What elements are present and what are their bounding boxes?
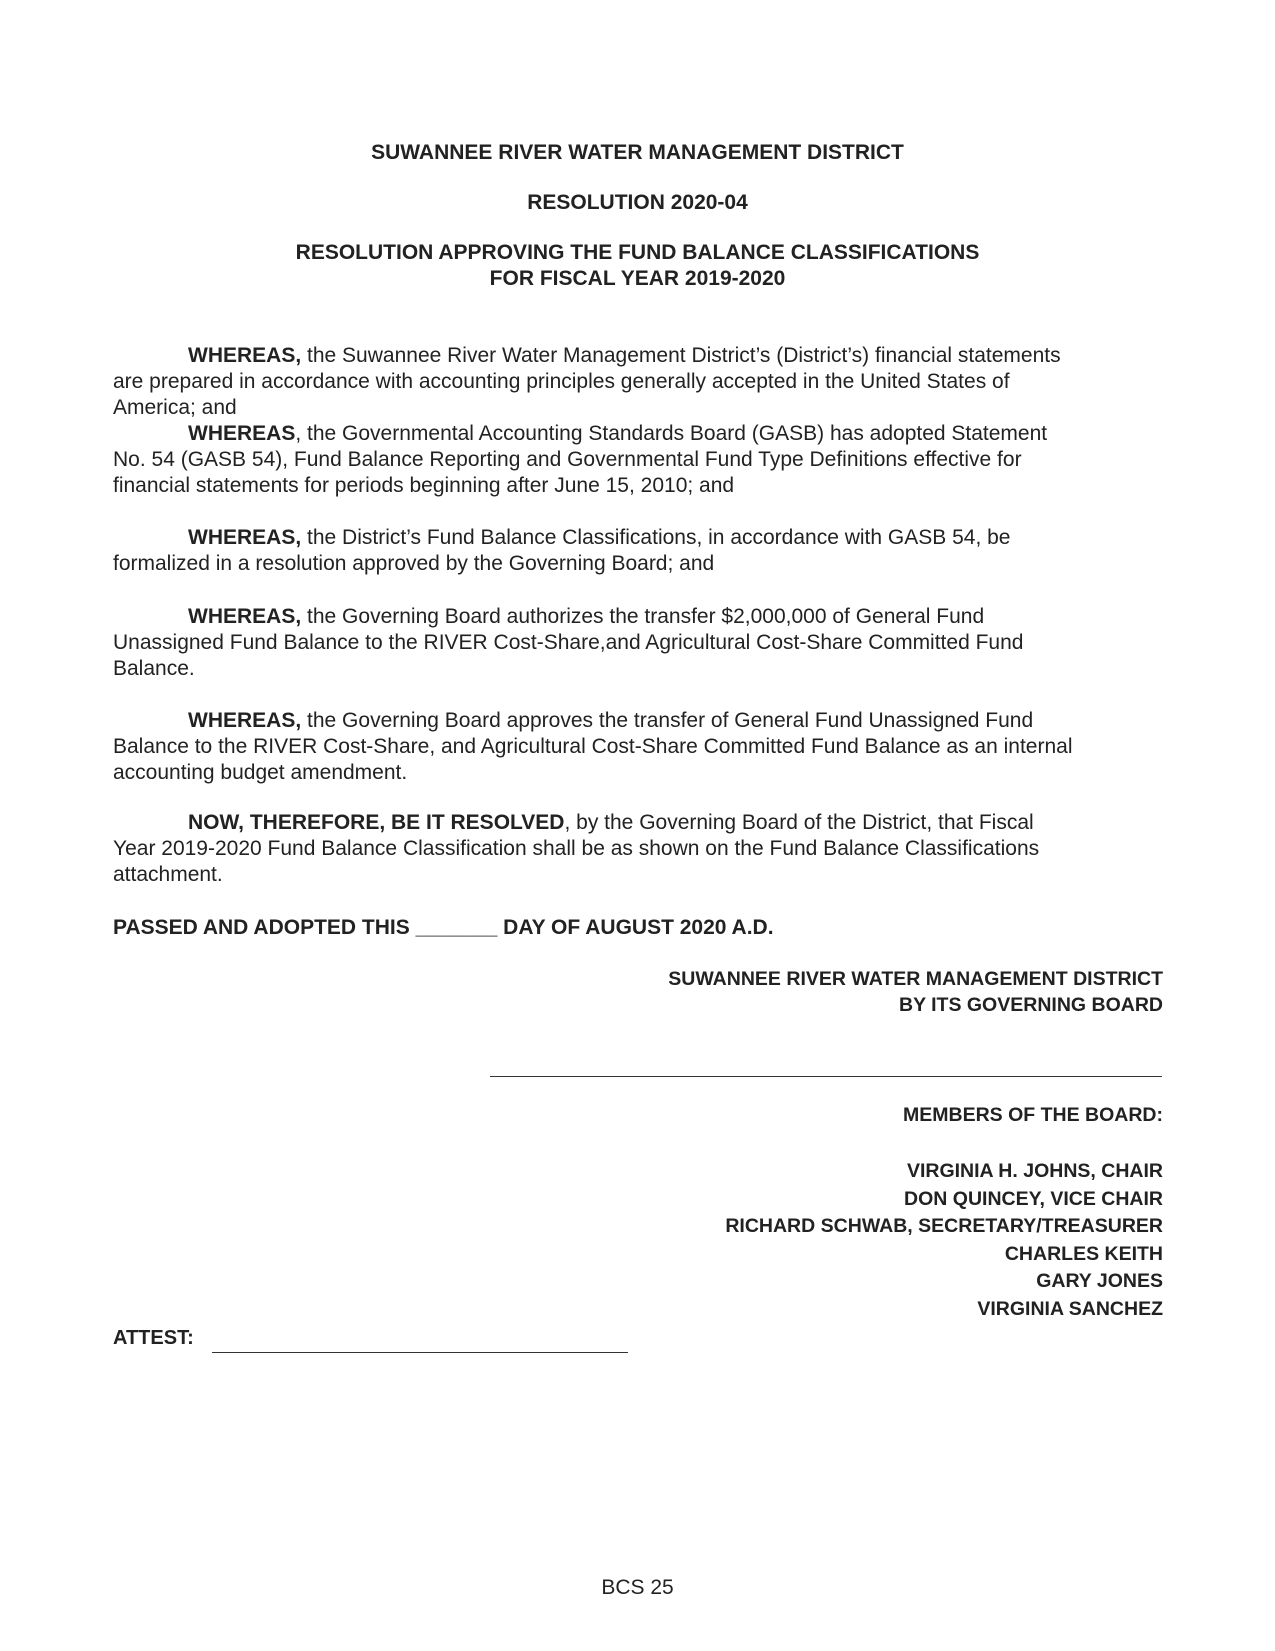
paragraph-lead: WHEREAS, xyxy=(188,605,302,628)
board-member: DON QUINCEY, VICE CHAIR xyxy=(904,1187,1163,1210)
attest-signature-line xyxy=(212,1352,628,1353)
attest-label: ATTEST: xyxy=(113,1327,194,1349)
resolution-number: RESOLUTION 2020-04 xyxy=(527,191,748,214)
board-member: VIRGINIA SANCHEZ xyxy=(977,1297,1163,1320)
signature-governing-board: BY ITS GOVERNING BOARD xyxy=(898,994,1163,1016)
board-member: GARY JONES xyxy=(1036,1270,1163,1292)
board-member: CHARLES KEITH xyxy=(1004,1242,1163,1265)
whereas-paragraph-2: WHEREAS, the Governmental Accounting Standards Board (GASB) has adopted Statement No. 54 (GASB 54), Fund Balance Reporting and Governmental Fund Type Definitions effective for financial statements for periods beginning after June 15, 2010; and xyxy=(113,422,1048,497)
resolution-subject-line2: FOR FISCAL YEAR 2019-2020 xyxy=(489,267,786,290)
paragraph-lead: NOW, THEREFORE, BE IT RESOLVED xyxy=(188,811,565,834)
whereas-paragraph-1: WHEREAS, the Suwannee River Water Management District’s (District’s) financial statements are prepared in accordance with accounting principles generally accepted in the United States of America; and xyxy=(113,344,1061,419)
whereas-paragraph-3: WHEREAS, the District’s Fund Balance Classifications, in accordance with GASB 54, be formalized in a resolution approved by the Governing Board; and xyxy=(113,526,1011,575)
paragraph-lead: WHEREAS, xyxy=(188,344,302,367)
resolved-paragraph: NOW, THEREFORE, BE IT RESOLVED, by the Governing Board of the District, that Fiscal Year 2019-2020 Fund Balance Classification shall be as shown on the Fund Balance Classifications attachment. xyxy=(113,811,1040,886)
board-member: RICHARD SCHWAB, SECRETARY/TREASURER xyxy=(725,1215,1163,1237)
board-member: VIRGINIA H. JOHNS, CHAIR xyxy=(906,1160,1163,1182)
paragraph-lead: WHEREAS, xyxy=(188,526,302,549)
whereas-paragraph-4: WHEREAS, the Governing Board authorizes the transfer $2,000,000 of General Fund Unassigned Fund Balance to the RIVER Cost-Share,and Agricultural Cost-Share Committed Fund Balance. xyxy=(113,605,1024,680)
passed-and-adopted: PASSED AND ADOPTED THIS _______ DAY OF AUGUST 2020 A.D. xyxy=(113,916,774,939)
signature-district: SUWANNEE RIVER WATER MANAGEMENT DISTRICT xyxy=(668,968,1163,990)
whereas-paragraph-5: WHEREAS, the Governing Board approves the transfer of General Fund Unassigned Fund Balance to the RIVER Cost-Share, and Agricultural Cost-Share Committed Fund Balance as an internal accounting budget amendment. xyxy=(113,709,1073,784)
page-footer: BCS 25 xyxy=(601,1576,674,1599)
paragraph-lead: WHEREAS, xyxy=(188,709,302,732)
district-title: SUWANNEE RIVER WATER MANAGEMENT DISTRICT xyxy=(371,141,904,164)
members-heading: MEMBERS OF THE BOARD: xyxy=(903,1104,1163,1126)
board-members-list xyxy=(725,1158,1163,1323)
paragraph-lead: WHEREAS xyxy=(188,422,296,445)
resolution-subject-line1: RESOLUTION APPROVING THE FUND BALANCE CLASSIFICATIONS xyxy=(295,241,980,264)
chair-signature-line xyxy=(490,1076,1162,1077)
